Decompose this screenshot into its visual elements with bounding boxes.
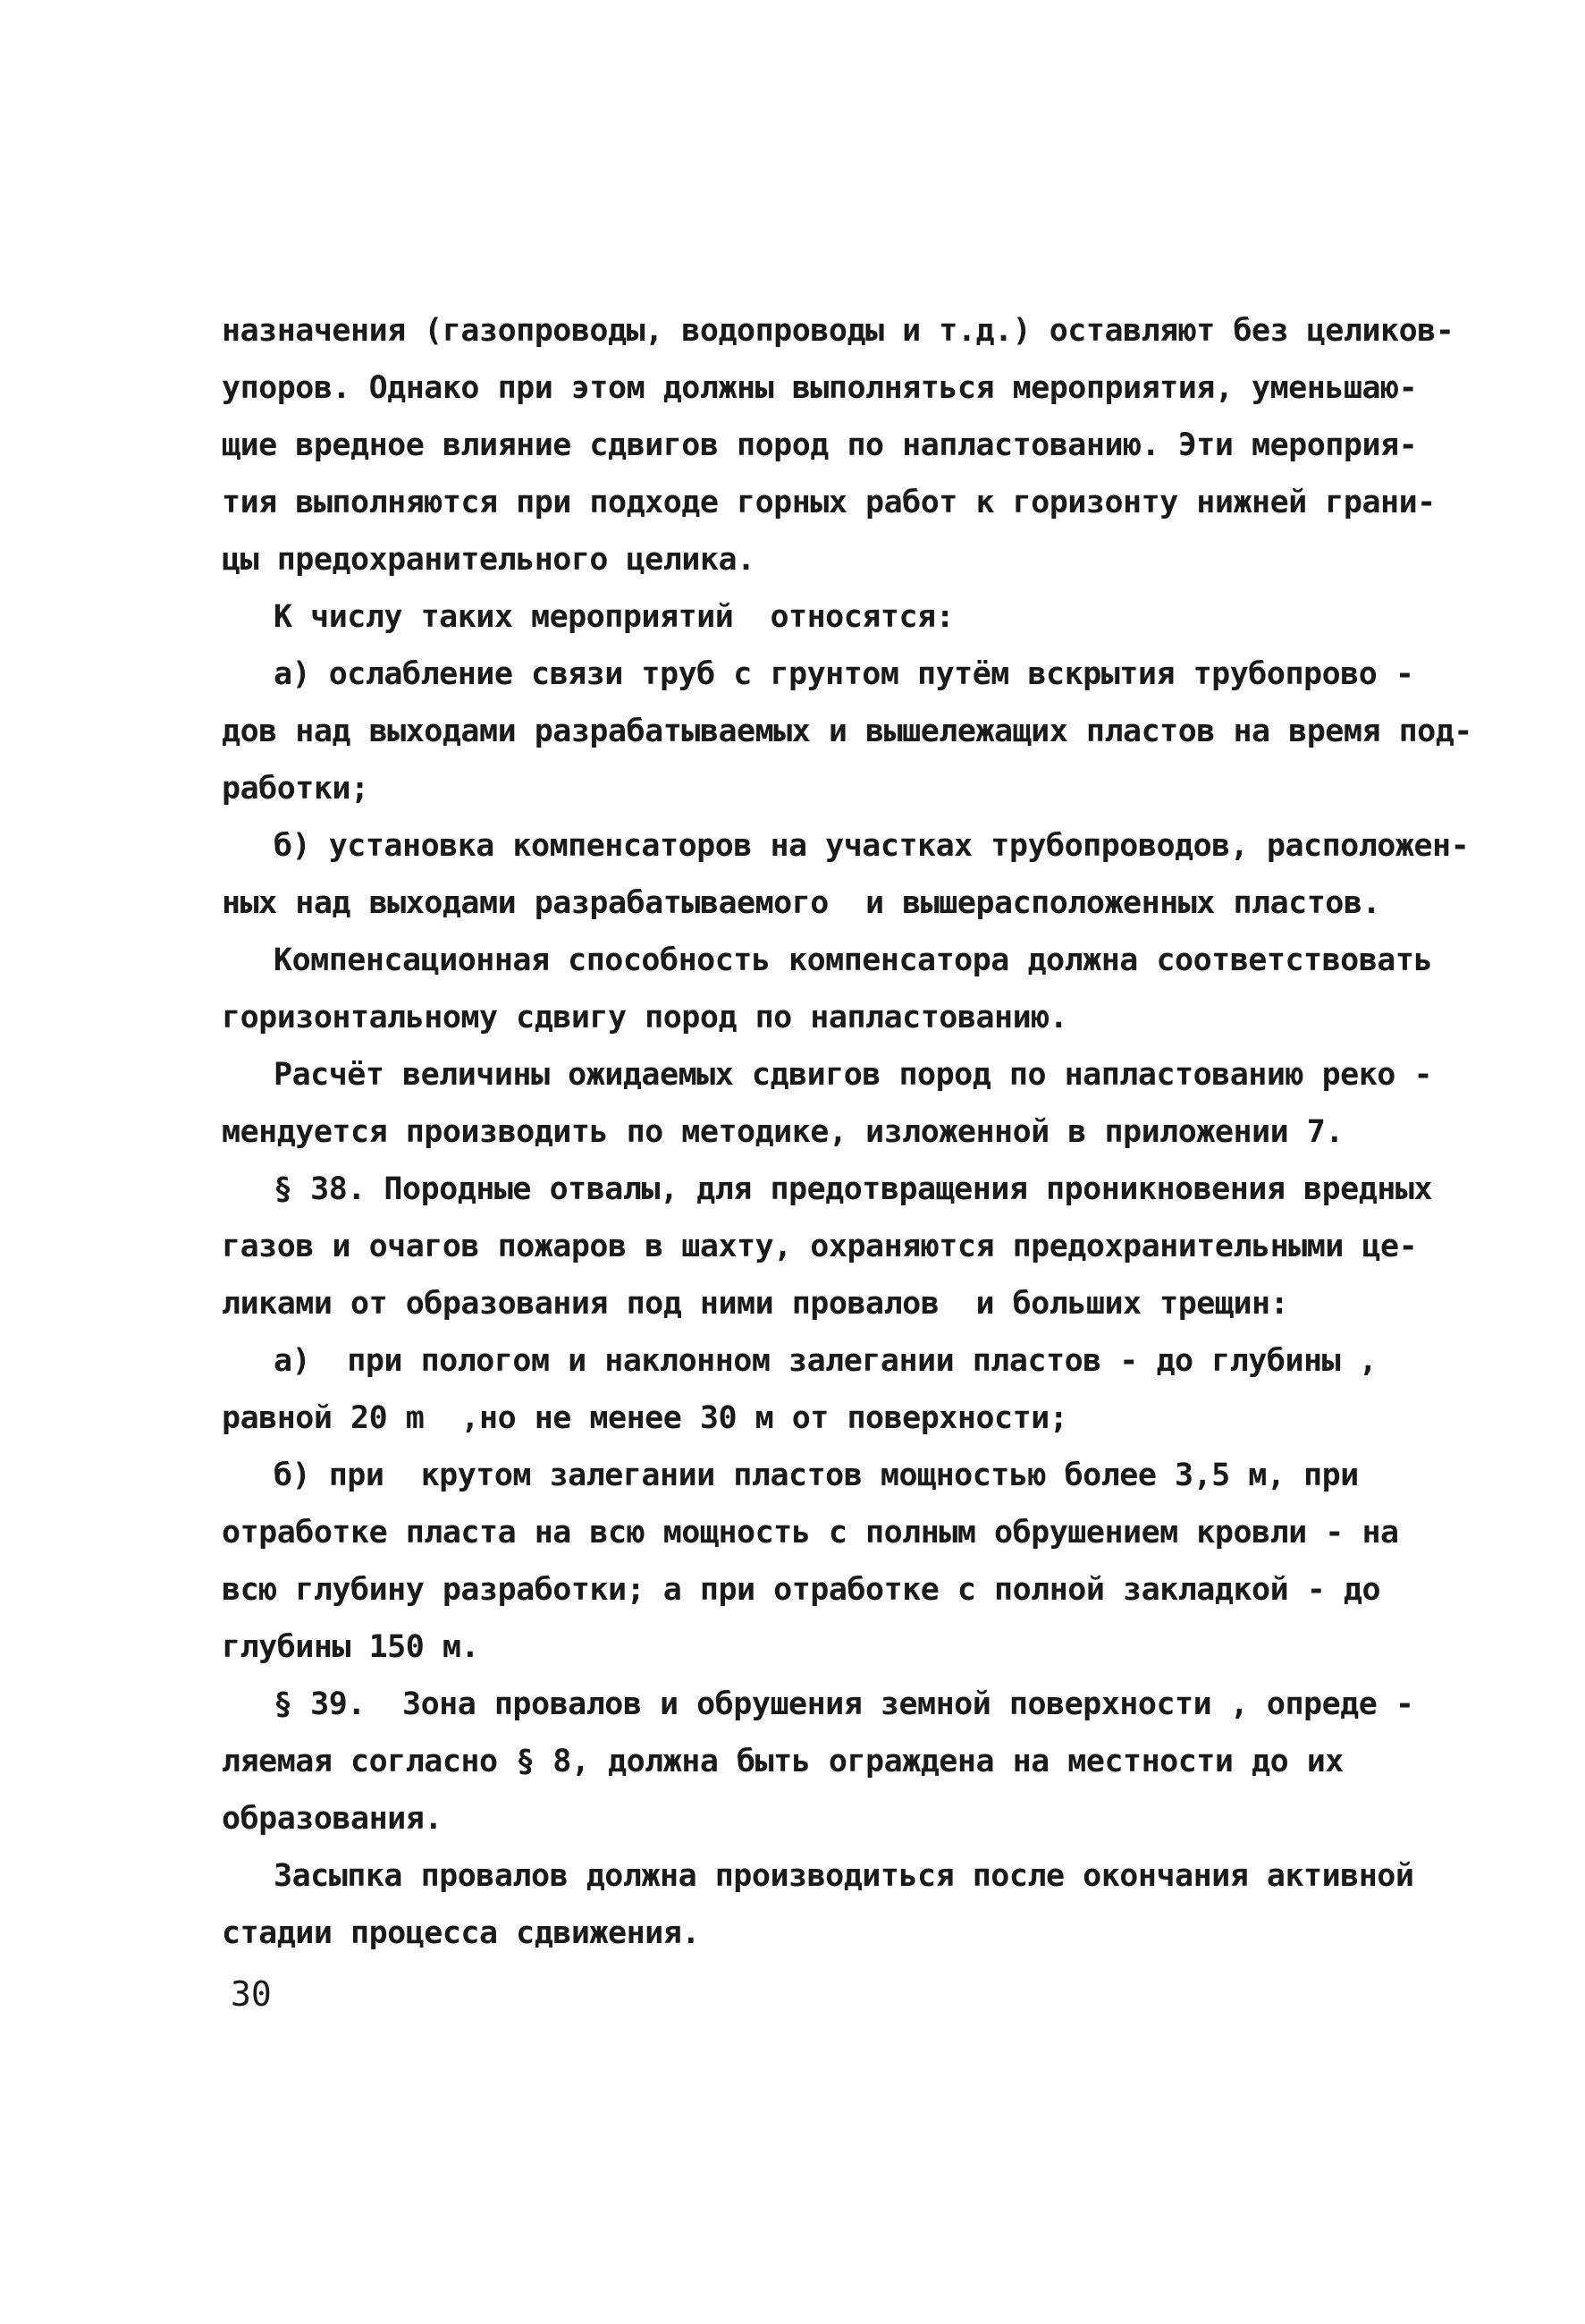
text-line: Засыпка провалов должна производиться после окончания активной — [274, 1858, 1414, 1894]
text-line: щие вредное влияние сдвигов пород по напластованию. Эти мероприя- — [222, 427, 1418, 463]
text-line: К числу таких мероприятий относятся: — [274, 599, 955, 635]
text-line: а) ослабление связи труб с грунтом путём вскрытия трубопрово - — [274, 656, 1414, 692]
text-line: горизонтальному сдвигу пород по напластованию. — [222, 1000, 1068, 1035]
text-line: а) при пологом и наклонном залегании пластов - до глубины , — [274, 1343, 1378, 1379]
text-line: б) при крутом залегании пластов мощностью более 3,5 м, при — [274, 1458, 1359, 1493]
text-line: образования. — [222, 1801, 443, 1837]
body-text — [222, 302, 1472, 1962]
text-line: стадии процесса сдвижения. — [222, 1915, 700, 1951]
text-line: работки; — [222, 771, 369, 807]
text-line: § 38. Породные отвалы, для предотвращения проникновения вредных — [274, 1171, 1433, 1207]
text-line: равной 20 m ,но не менее 30 м от поверхности; — [222, 1400, 1068, 1436]
text-line: назначения (газопроводы, водопроводы и т.д.) оставляют без целиков- — [222, 313, 1454, 349]
text-line: б) установка компенсаторов на участках трубопроводов, расположен- — [274, 828, 1470, 864]
page-number: 30 — [231, 1974, 272, 2014]
text-line: § 39. Зона провалов и обрушения земной поверхности , опреде - — [274, 1686, 1414, 1722]
text-line: ных над выходами разрабатываемого и вышерасположенных пластов. — [222, 885, 1381, 921]
text-line: упоров. Однако при этом должны выполняться мероприятия, уменьшаю- — [222, 370, 1418, 406]
text-line: Компенсационная способность компенсатора должна соответствовать — [274, 942, 1433, 978]
text-line: тия выполняются при подходе горных работ к горизонту нижней грани- — [222, 485, 1436, 520]
text-line: всю глубину разработки; а при отработке с полной закладкой - до — [222, 1572, 1381, 1608]
text-line: газов и очагов пожаров в шахту, охраняются предохранительными це- — [222, 1229, 1418, 1264]
text-line: ликами от образования под ними провалов и больших трещин: — [222, 1286, 1289, 1322]
text-line: Расчёт величины ожидаемых сдвигов пород по напластованию реко - — [274, 1057, 1433, 1093]
text-line: отработке пласта на всю мощность с полным обрушением кровли - на — [222, 1515, 1399, 1551]
text-line: мендуется производить по методике, изложенной в приложении 7. — [222, 1114, 1344, 1150]
text-line: глубины 150 м. — [222, 1629, 480, 1665]
text-line: ляемая согласно § 8, должна быть ограждена на местности до их — [222, 1744, 1344, 1779]
text-line: дов над выходами разрабатываемых и вышележащих пластов на время под- — [222, 714, 1472, 749]
text-line: цы предохранительного целика. — [222, 542, 755, 578]
